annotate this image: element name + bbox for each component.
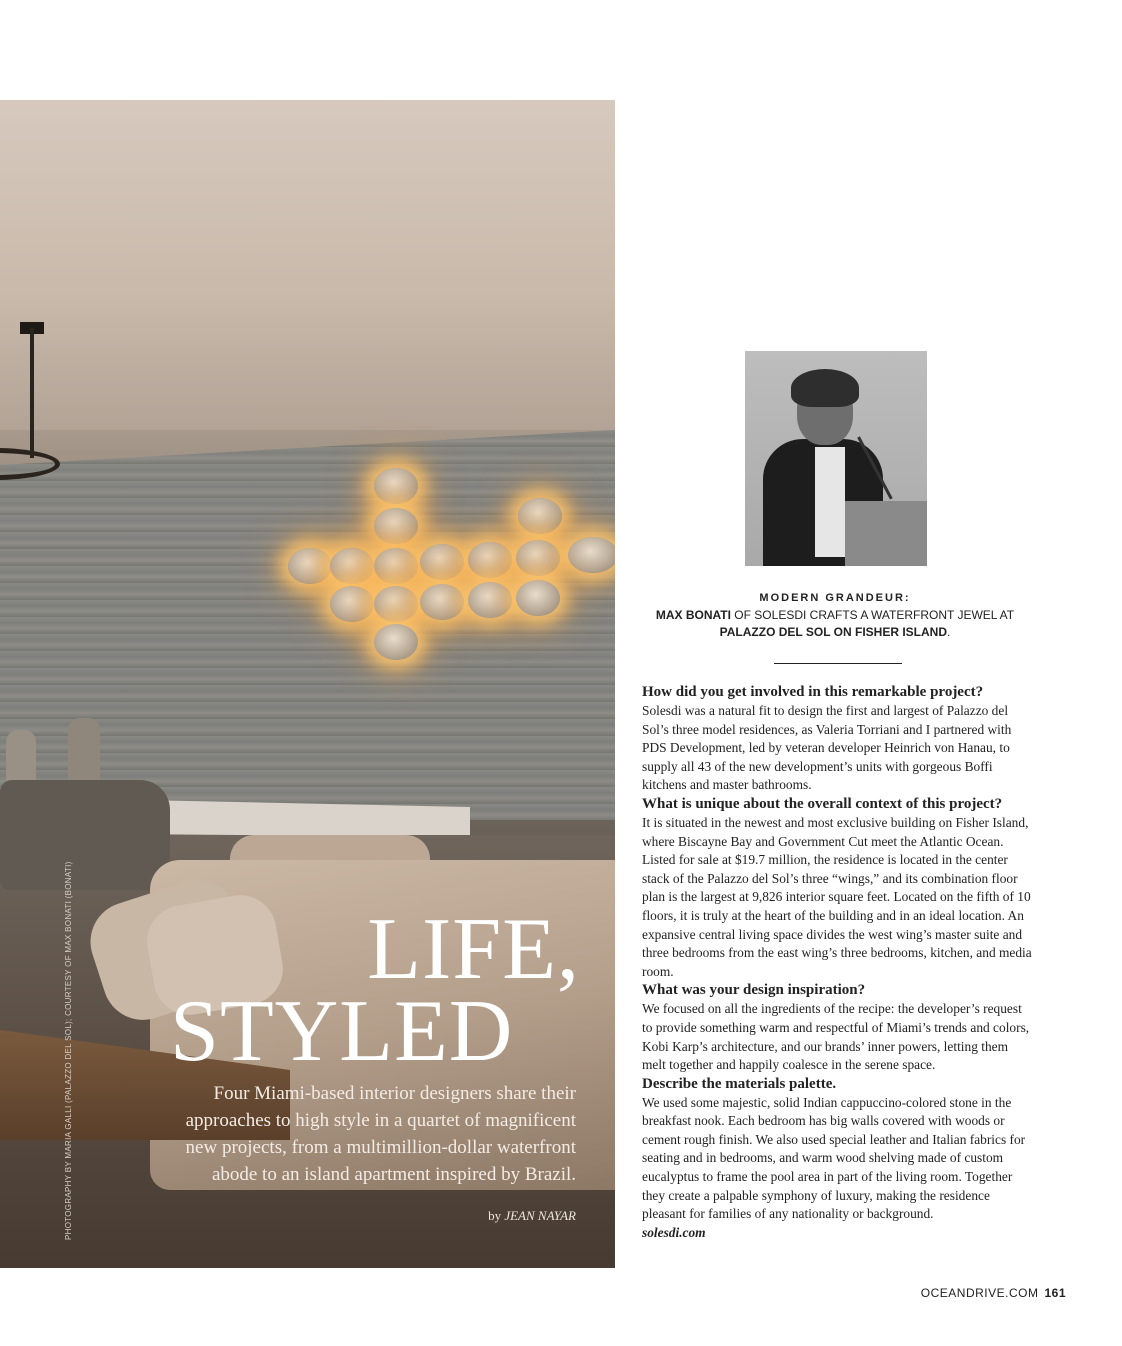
- caption-kicker: MODERN GRANDEUR:: [759, 592, 911, 604]
- light-disc: [374, 586, 418, 622]
- portrait-podium: [845, 501, 927, 566]
- byline-author: JEAN NAYAR: [504, 1208, 576, 1223]
- byline: [300, 1208, 576, 1224]
- caption-place: PALAZZO DEL SOL ON FISHER ISLAND: [719, 625, 947, 639]
- interview-body: [642, 683, 1032, 1242]
- caption-body: [640, 607, 1030, 641]
- question: How did you get involved in this remarkable project?: [642, 684, 984, 700]
- light-disc: [516, 540, 560, 576]
- light-disc: [374, 624, 418, 660]
- lounge-chair: [0, 780, 170, 890]
- photo-ceiling: [0, 100, 615, 430]
- photo-caption: [640, 590, 1030, 641]
- byline-prefix: by: [488, 1208, 502, 1223]
- caption-name: MAX BONATI: [655, 608, 731, 622]
- answer: Solesdi was a natural fit to design the first and largest of Palazzo del Sol’s three model residences, as Valeria Torriani and I partnered with PDS Development, led by veteran developer Heinrich von Hanau, to supply all 43 of the new development’s units with gorgeous Boffi kitchens and master bathrooms.: [642, 703, 1012, 793]
- caption-end: .: [947, 625, 951, 639]
- vase: [68, 718, 100, 788]
- light-disc: [374, 508, 418, 544]
- photo-credit: PHOTOGRAPHY BY MARIA GALLI (PALAZZO DEL SOL); COURTESY OF MAX BONATI (BONATI): [64, 861, 73, 1240]
- website-link[interactable]: solesdi.com: [642, 1224, 706, 1240]
- caption-divider: [774, 663, 902, 664]
- light-disc: [420, 544, 464, 580]
- light-disc: [420, 584, 464, 620]
- light-disc: [468, 542, 512, 578]
- article-headline: [150, 901, 580, 1080]
- light-disc: [374, 468, 418, 504]
- portrait-shirt: [815, 447, 845, 557]
- portrait-hair: [791, 369, 859, 407]
- question: What was your design inspiration?: [642, 982, 866, 999]
- light-disc: [568, 537, 615, 573]
- footer-site: OCEANDRIVE.COM: [920, 1286, 1039, 1300]
- light-disc: [374, 548, 418, 584]
- question: Describe the materials palette.: [642, 1075, 837, 1092]
- question: What is unique about the overall context of this project?: [642, 795, 1003, 812]
- page-number: 161: [1044, 1286, 1066, 1300]
- page-footer: [880, 1286, 1066, 1300]
- designer-portrait: [745, 351, 927, 566]
- light-disc: [288, 548, 332, 584]
- headline-line-1: LIFE,: [367, 901, 580, 998]
- light-disc: [330, 586, 374, 622]
- light-disc: [330, 548, 374, 584]
- headline-line-2: STYLED: [170, 983, 514, 1080]
- answer: It is situated in the newest and most exclusive building on Fisher Island, where Biscayne Bay and Government Cut meet the Atlantic Ocean. Listed for sale at $19.7 million, the residence is located in the center stack of the Palazzo del Sol’s three “wings,” and its combination floor plan is the largest at 9,826 interior square feet. Located on the fifth of 10 floors, it is truly at the heart of the building and in an ideal location. An expansive central living space divides the west wing’s master suite and three bedrooms from the east wing’s three bedrooms, kitchen, and media room.: [642, 814, 1032, 979]
- pendant-lamp-rod: [30, 328, 34, 458]
- light-disc: [468, 582, 512, 618]
- light-disc: [516, 580, 560, 616]
- answer: We focused on all the ingredients of the recipe: the developer’s request to provide something warm and respectful of Miami’s trends and colors, Kobi Karp’s architecture, and our brands’ inner powers, letting them melt together and happily coalesce in the serene space.: [642, 1001, 1030, 1073]
- caption-mid: OF SOLESDI CRAFTS A WATERFRONT JEWEL AT: [730, 608, 1015, 622]
- answer: We used some majestic, solid Indian cappuccino-colored stone in the breakfast nook. Each bedroom has big walls covered with woods or cement rough finish. We also used special leather and Italian fabrics for seating and in bedrooms, and warm wood shelving made of custom eucalyptus to frame the pool area in part of the living room. Together they create a palpable symphony of luxury, making the residence pleasant for families of any nationality or background.: [642, 1094, 1026, 1222]
- article-dek: Four Miami-based interior designers share their approaches to high style in a quartet of magnificent new projects, from a multimillion-dollar waterfront abode to an island apartment inspired by Brazil.: [185, 1083, 576, 1185]
- light-disc: [518, 498, 562, 534]
